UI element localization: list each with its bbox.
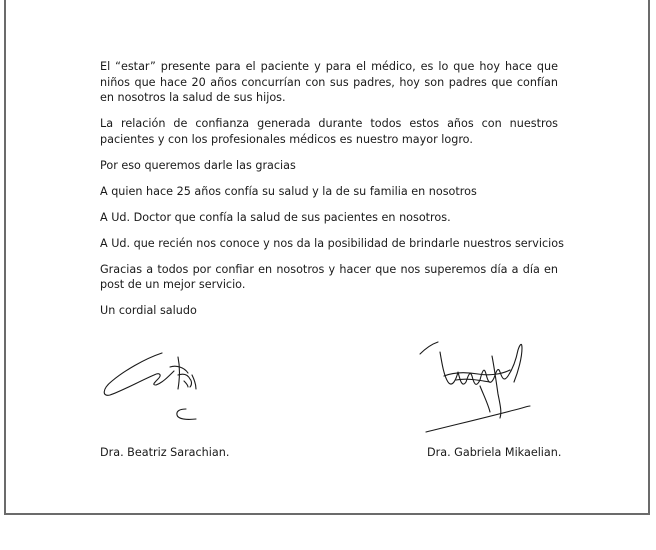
paragraph-familia: A quien hace 25 años confía su salud y la de su familia en nosotros (100, 184, 477, 198)
paragraph-gracias: Por eso queremos darle las gracias (100, 158, 296, 172)
paragraph-confianza: La relación de confianza generada durante todos estos años con nuestros pacientes y con los profesionales médicos es nuestro mayor logro. (100, 117, 558, 146)
signature-name-right: Dra. Gabriela Mikaelian. (427, 446, 562, 459)
signature-right-icon (418, 336, 548, 436)
paragraph-superemos: Gracias a todos por confiar en nosotros y hacer que nos superemos día a día en post de un mejor servicio. (100, 262, 558, 291)
paragraph-saludo: Un cordial saludo (100, 304, 197, 317)
paragraph-nuevos: A Ud. que recién nos conoce y nos da la posibilidad de brindarle nuestros servicios (100, 236, 564, 250)
letter-body (100, 59, 564, 329)
paragraph-doctor: A Ud. Doctor que confía la salud de sus pacientes en nosotros. (100, 210, 451, 224)
signature-name-left: Dra. Beatriz Sarachian. (100, 446, 230, 459)
signature-left-icon (100, 345, 220, 430)
paragraph-estar: El “estar” presente para el paciente y para el médico, es lo que hoy hace que niños que hace 20 años concurrían con sus padres, hoy son padres que confían en nosotros la salud de sus hijos. (100, 60, 558, 104)
